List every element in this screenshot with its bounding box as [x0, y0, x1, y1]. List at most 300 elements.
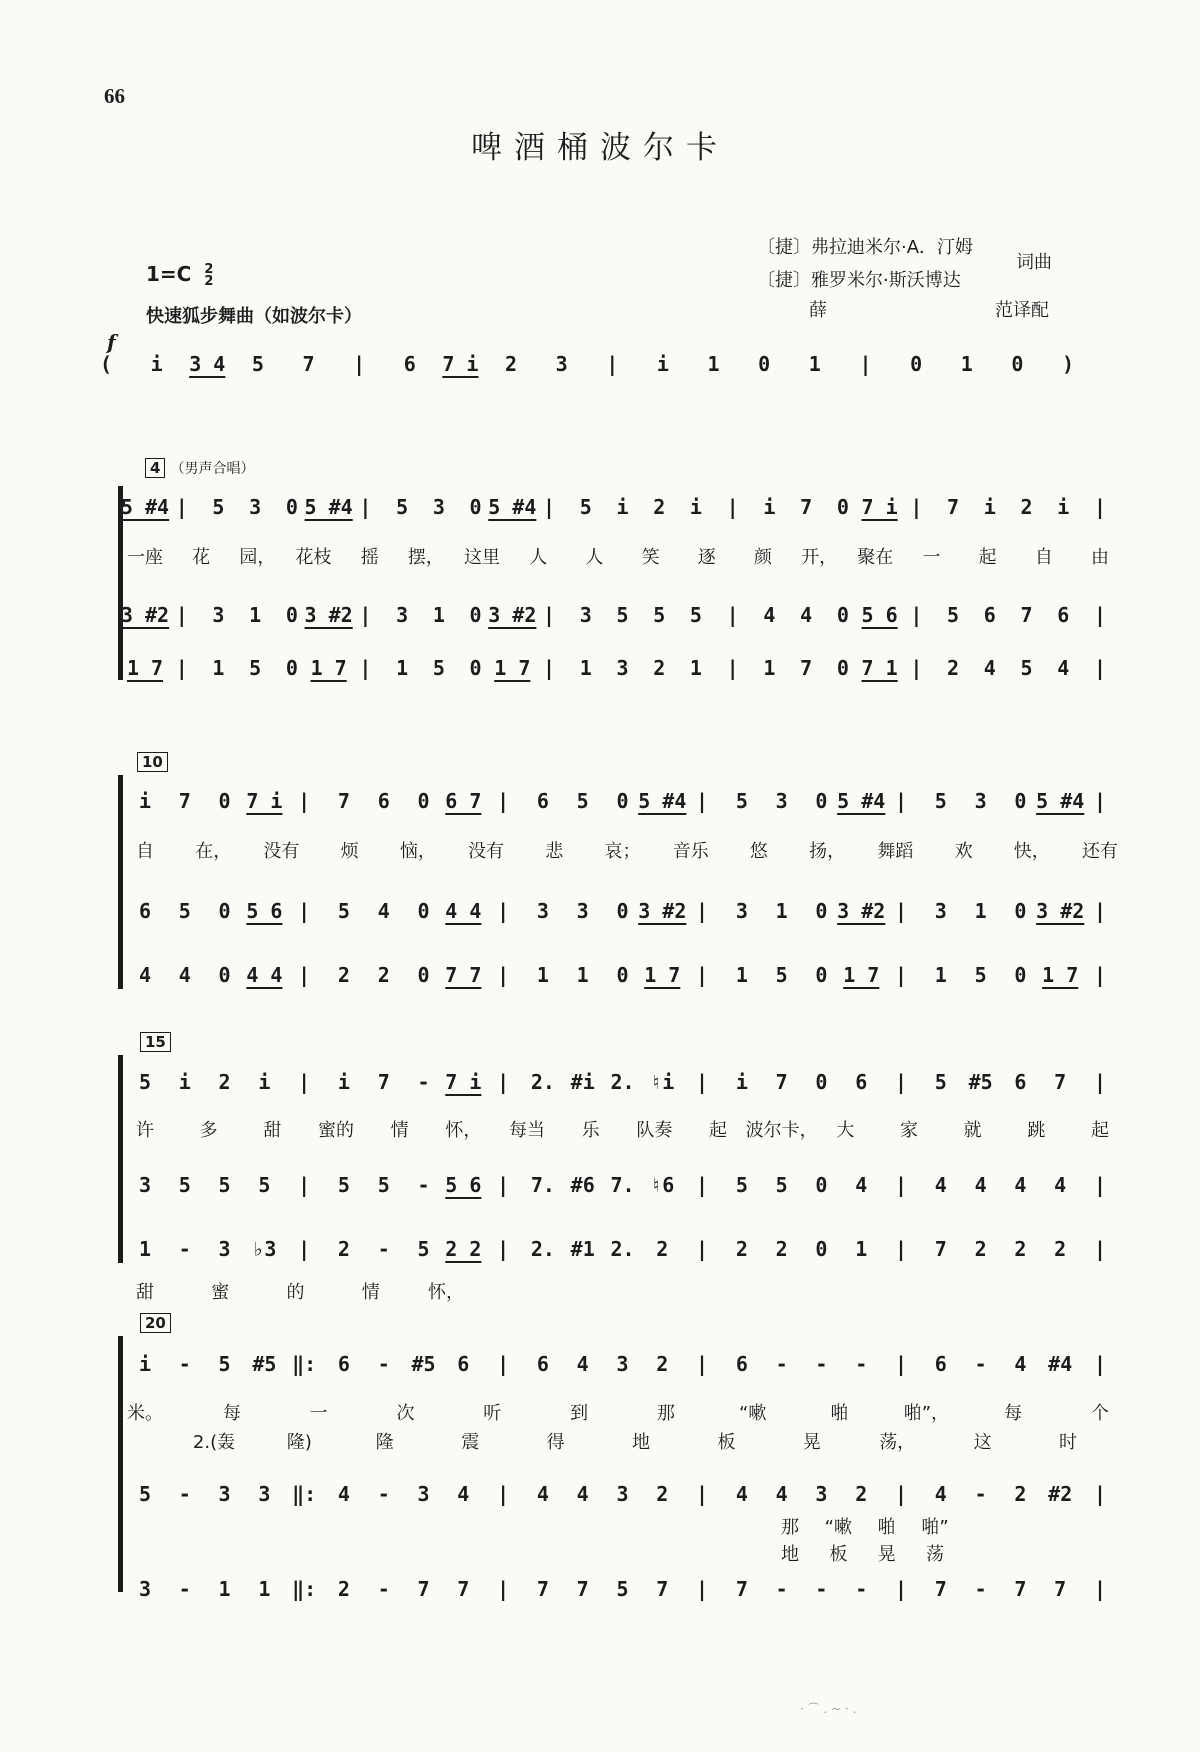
lyric: 那: [656, 1403, 675, 1424]
lyric: 啪: [830, 1403, 849, 1424]
lyric: 隆: [375, 1432, 394, 1453]
note: 5: [212, 495, 225, 519]
note: 3 4: [189, 352, 226, 376]
lyric: 荡: [926, 1544, 944, 1565]
lyric-line: [0, 1540, 1200, 1570]
note: 1: [536, 963, 549, 987]
barline: |: [1093, 963, 1107, 987]
barline: |: [726, 656, 739, 680]
note: 0: [815, 1173, 828, 1197]
note: 5: [974, 963, 987, 987]
barline: |: [175, 656, 188, 680]
note: -: [178, 1237, 191, 1261]
note: 4: [974, 1173, 987, 1197]
note: 3 #2: [120, 603, 170, 627]
note: #1: [570, 1237, 595, 1261]
note: 5: [432, 656, 445, 680]
barline: |: [606, 352, 619, 376]
note: (: [99, 352, 113, 376]
note: 4: [377, 899, 390, 923]
note: 2: [337, 1237, 350, 1261]
note: 6: [1014, 1070, 1027, 1094]
note-line: [0, 1237, 1200, 1267]
barline: |: [1093, 1173, 1107, 1197]
barline: |: [497, 1237, 510, 1261]
note: 6: [337, 1352, 350, 1376]
lyric: 跳: [1027, 1120, 1046, 1141]
lyric: 米。: [127, 1403, 163, 1424]
note: 0: [417, 963, 430, 987]
note: 4: [1014, 1173, 1027, 1197]
lyric: 蜜的: [318, 1120, 354, 1141]
note: 5: [775, 963, 788, 987]
note: 0: [1011, 352, 1024, 376]
lyric-line: [0, 543, 1200, 573]
note: 7: [947, 495, 960, 519]
lyric: 蜜: [211, 1282, 230, 1303]
note: 5 #4: [1036, 789, 1085, 813]
barline: |: [359, 603, 372, 627]
note: 0: [285, 495, 298, 519]
note: -: [855, 1577, 868, 1601]
note-line: [0, 963, 1200, 993]
page-number: 66: [104, 84, 125, 108]
measure-number: 10: [137, 752, 168, 772]
note: 0: [815, 963, 828, 987]
note-line: [0, 656, 1200, 686]
lyric: “嗽: [824, 1517, 852, 1538]
note: #6: [570, 1173, 595, 1197]
barline: ‖:: [292, 1352, 317, 1376]
lyric: 啪: [877, 1517, 896, 1538]
note: -: [974, 1482, 987, 1506]
note: 5: [396, 495, 409, 519]
credit-role: 词曲: [1016, 252, 1052, 273]
note: 1: [763, 656, 776, 680]
note: -: [417, 1173, 430, 1197]
note: 0: [218, 789, 231, 813]
note: 3: [555, 352, 568, 376]
note: 3: [576, 899, 589, 923]
measure-box-4: [145, 458, 255, 478]
note: 6 7: [445, 789, 482, 813]
lyric: 一: [922, 547, 941, 568]
note: i: [138, 1352, 152, 1376]
lyric: 怀，: [428, 1282, 464, 1303]
note: 2: [855, 1482, 868, 1506]
lyric: 大: [836, 1120, 855, 1141]
note: 1: [775, 899, 788, 923]
note: 6: [983, 603, 996, 627]
note: 2: [1014, 1237, 1027, 1261]
note: 3: [138, 1173, 152, 1197]
note: 2: [947, 656, 960, 680]
note: 3 #2: [488, 603, 537, 627]
note: 1: [218, 1577, 231, 1601]
note: 5: [178, 1173, 191, 1197]
note: 0: [815, 1070, 828, 1094]
barline: |: [696, 1173, 709, 1197]
note: 3: [212, 603, 225, 627]
note: 7 1: [861, 656, 898, 680]
note: 3: [417, 1482, 430, 1506]
lyric: 聚在: [857, 547, 894, 568]
note: 2: [656, 1482, 669, 1506]
note: 5: [251, 352, 264, 376]
translator-surname: 薛: [809, 300, 827, 321]
barline: |: [910, 656, 923, 680]
lyric: 震: [461, 1432, 480, 1453]
barline: |: [497, 1173, 510, 1197]
barline: |: [543, 656, 556, 680]
note: 0: [218, 899, 231, 923]
lyric: 人: [529, 547, 548, 568]
note: 5 #4: [304, 495, 353, 519]
lyric: 一: [309, 1403, 328, 1424]
note: 6: [735, 1352, 748, 1376]
note: 5: [689, 603, 702, 627]
note: 3: [616, 1352, 629, 1376]
note: 3 #2: [837, 899, 886, 923]
lyric-line: [0, 837, 1200, 867]
note: #4: [1048, 1352, 1073, 1376]
barline: ‖:: [292, 1577, 317, 1601]
note: 3: [815, 1482, 828, 1506]
lyric: 晃: [802, 1432, 821, 1453]
barline: |: [1093, 789, 1107, 813]
lyric: 没有: [468, 841, 505, 862]
lyric: 2.(轰: [192, 1432, 236, 1453]
note: -: [178, 1352, 191, 1376]
lyric: 欢: [954, 841, 973, 862]
note: 1: [808, 352, 821, 376]
note: i: [138, 789, 152, 813]
lyric: 扬，: [809, 841, 846, 862]
lyric: 时: [1059, 1432, 1077, 1453]
note: i: [735, 1070, 748, 1094]
barline: |: [497, 1070, 510, 1094]
note: 1: [707, 352, 720, 376]
note: 7: [302, 352, 315, 376]
note: 5: [775, 1173, 788, 1197]
lyric: 怀，: [445, 1120, 482, 1141]
note: ♮6: [650, 1173, 675, 1197]
barline: |: [1093, 899, 1107, 923]
note: 7: [337, 789, 350, 813]
lyric: 悲: [545, 841, 564, 862]
note: i: [689, 495, 702, 519]
note: 0: [910, 352, 923, 376]
barline: |: [175, 603, 188, 627]
key-label: 1=C: [146, 262, 192, 286]
note: 5 #4: [120, 495, 170, 519]
barline: |: [696, 1577, 709, 1601]
note: 3: [258, 1482, 271, 1506]
note: 7: [536, 1577, 549, 1601]
lyric: 多: [199, 1120, 218, 1141]
note: 2: [653, 656, 666, 680]
note: 7: [417, 1577, 430, 1601]
note: ): [1061, 352, 1075, 376]
note: 7.: [610, 1173, 635, 1197]
note: 0: [616, 899, 629, 923]
lyric: 烦: [340, 841, 359, 862]
barline: |: [895, 1482, 908, 1506]
lyric: 没有: [263, 841, 300, 862]
note: 4: [1014, 1352, 1027, 1376]
lyric-line: [0, 1399, 1200, 1429]
barline: |: [497, 1352, 510, 1376]
note: 0: [285, 656, 298, 680]
note: 5: [947, 603, 960, 627]
lyric: 花: [192, 547, 211, 568]
note: 6: [457, 1352, 470, 1376]
note: 0: [1014, 899, 1027, 923]
note: 7: [1054, 1070, 1067, 1094]
lyric: 次: [396, 1403, 415, 1424]
note: 1 7: [843, 963, 880, 987]
note: 5: [337, 1173, 350, 1197]
lyric: 每: [1004, 1403, 1023, 1424]
note: 3: [579, 603, 592, 627]
note: i: [983, 495, 996, 519]
note: 0: [469, 495, 482, 519]
note: 1: [689, 656, 702, 680]
note: 2: [775, 1237, 788, 1261]
barline: ‖:: [292, 1482, 317, 1506]
note: 4: [1054, 1173, 1067, 1197]
note: 2: [656, 1237, 669, 1261]
note: 2: [337, 1577, 350, 1601]
note: 0: [469, 656, 482, 680]
lyric: 隆): [286, 1432, 312, 1453]
measure-number: 15: [140, 1032, 171, 1052]
lyric: 音乐: [672, 841, 709, 862]
note: 0: [815, 789, 828, 813]
note: 5 6: [861, 603, 898, 627]
note: #5: [411, 1352, 436, 1376]
note: 4: [855, 1173, 868, 1197]
note: 4: [735, 1482, 748, 1506]
note: ♭3: [252, 1237, 277, 1261]
note: 5: [138, 1070, 152, 1094]
barline: |: [298, 1173, 311, 1197]
note: 2: [735, 1237, 748, 1261]
lyric: 到: [570, 1403, 589, 1424]
lyric: 家: [900, 1120, 918, 1141]
note: 7: [800, 656, 813, 680]
note: 2: [653, 495, 666, 519]
note: -: [377, 1482, 390, 1506]
lyric: 颜: [753, 547, 772, 568]
barline: |: [1093, 495, 1107, 519]
lyric: 啪”: [921, 1517, 949, 1538]
note: i: [258, 1070, 271, 1094]
note: -: [815, 1577, 828, 1601]
lyric: “嗽: [739, 1403, 767, 1424]
note: 2 2: [445, 1237, 482, 1261]
note-line: [0, 603, 1200, 633]
note: #5: [252, 1352, 277, 1376]
barline: |: [895, 963, 908, 987]
note: 5: [258, 1173, 271, 1197]
note: 0: [218, 963, 231, 987]
note: 3: [934, 899, 947, 923]
intro-line: [0, 352, 1200, 382]
note: 5 #4: [638, 789, 687, 813]
note: 7: [457, 1577, 470, 1601]
note: 4: [138, 963, 152, 987]
note: 1: [960, 352, 973, 376]
note: 7: [656, 1577, 669, 1601]
note: 1: [396, 656, 409, 680]
note: 0: [836, 603, 849, 627]
note: 5: [616, 1577, 629, 1601]
lyric: 在，: [195, 841, 232, 862]
note: 4 4: [445, 899, 482, 923]
barline: |: [696, 1237, 709, 1261]
note: 3: [249, 495, 262, 519]
barline: |: [359, 656, 372, 680]
note: 0: [417, 789, 430, 813]
note: 0: [836, 495, 849, 519]
note: #5: [968, 1070, 993, 1094]
note: 1 7: [644, 963, 681, 987]
note: 3: [138, 1577, 152, 1601]
note: 5: [735, 1173, 748, 1197]
note: 5: [653, 603, 666, 627]
note: 5: [934, 1070, 947, 1094]
barline: |: [895, 1352, 908, 1376]
note: 2: [337, 963, 350, 987]
note: 2: [218, 1070, 231, 1094]
lyric: 就: [963, 1120, 982, 1141]
note: 5: [934, 789, 947, 813]
lyric: 每: [222, 1403, 241, 1424]
lyric: 悠: [749, 841, 768, 862]
barline: |: [696, 963, 709, 987]
note: 4: [934, 1482, 947, 1506]
credit-line-1: 〔捷〕弗拉迪米尔·A．汀姆: [757, 237, 974, 258]
barline: |: [910, 603, 923, 627]
note: 6: [1057, 603, 1070, 627]
note: 1: [934, 963, 947, 987]
note: 3 #2: [304, 603, 353, 627]
note: 0: [616, 963, 629, 987]
note: 1: [212, 656, 225, 680]
note: 2.: [530, 1070, 555, 1094]
barline: |: [353, 352, 366, 376]
note: 4: [800, 603, 813, 627]
note: 1 7: [1042, 963, 1079, 987]
note: -: [775, 1577, 788, 1601]
note: 3: [974, 789, 987, 813]
lyric: 自: [136, 841, 154, 862]
note: 1 7: [310, 656, 347, 680]
note: 4: [775, 1482, 788, 1506]
note: i: [150, 352, 163, 376]
time-top: 2: [204, 261, 214, 277]
note: -: [377, 1352, 390, 1376]
note: -: [775, 1352, 788, 1376]
barline: |: [298, 963, 311, 987]
barline: |: [1093, 1237, 1107, 1261]
lyric: 自: [1034, 547, 1053, 568]
note: 3: [218, 1482, 231, 1506]
barline: |: [895, 1173, 908, 1197]
barline: |: [298, 899, 311, 923]
barline: |: [543, 495, 556, 519]
note: 7: [735, 1577, 748, 1601]
lyric: 情: [361, 1282, 380, 1303]
lyric: 个: [1091, 1403, 1109, 1424]
note: 3: [735, 899, 748, 923]
note: 4: [178, 963, 191, 987]
note: 0: [1014, 963, 1027, 987]
lyric: 啪”，: [903, 1403, 950, 1424]
note: 5: [1020, 656, 1033, 680]
lyric: 乐: [581, 1120, 600, 1141]
note: 7: [775, 1070, 788, 1094]
note: -: [178, 1482, 191, 1506]
note-line: [0, 1070, 1200, 1100]
note-line: [0, 1352, 1200, 1382]
note: ♮i: [650, 1070, 675, 1094]
note: i: [763, 495, 776, 519]
note: 3: [218, 1237, 231, 1261]
lyric: 板: [717, 1432, 736, 1453]
note: 0: [469, 603, 482, 627]
lyric: 队奏: [636, 1120, 673, 1141]
note: 6: [536, 1352, 549, 1376]
lyric: 快，: [1013, 841, 1050, 862]
note: 4: [536, 1482, 549, 1506]
lyric: 园，: [239, 547, 276, 568]
measure-number: 20: [140, 1313, 171, 1333]
note: 1: [576, 963, 589, 987]
note: 2.: [610, 1237, 635, 1261]
song-title: 啤酒桶波尔卡: [471, 130, 729, 166]
note: i: [337, 1070, 350, 1094]
lyric: 逐: [697, 547, 716, 568]
lyric: 甜: [136, 1282, 154, 1303]
note: 3: [616, 1482, 629, 1506]
lyric: 恼，: [399, 841, 436, 862]
note-line: [0, 899, 1200, 929]
barline: |: [298, 789, 311, 813]
note: 0: [815, 899, 828, 923]
lyric-line: [0, 1428, 1200, 1458]
note: 6: [855, 1070, 868, 1094]
barline: |: [1093, 1482, 1107, 1506]
lyric: 许: [136, 1120, 154, 1141]
note: 7: [934, 1237, 947, 1261]
note: 2.: [610, 1070, 635, 1094]
note: -: [855, 1352, 868, 1376]
lyric: 情: [390, 1120, 409, 1141]
note: 5: [417, 1237, 430, 1261]
note: 5: [138, 1482, 152, 1506]
lyric: 花枝: [295, 547, 332, 568]
measure-number: 4: [145, 458, 165, 478]
note: 1: [249, 603, 262, 627]
section-note: （男声合唱）: [170, 461, 255, 477]
note-line: [0, 1482, 1200, 1512]
note: 7: [1020, 603, 1033, 627]
note: 5 6: [445, 1173, 482, 1197]
lyric: 听: [483, 1403, 502, 1424]
note: 7 i: [445, 1070, 482, 1094]
